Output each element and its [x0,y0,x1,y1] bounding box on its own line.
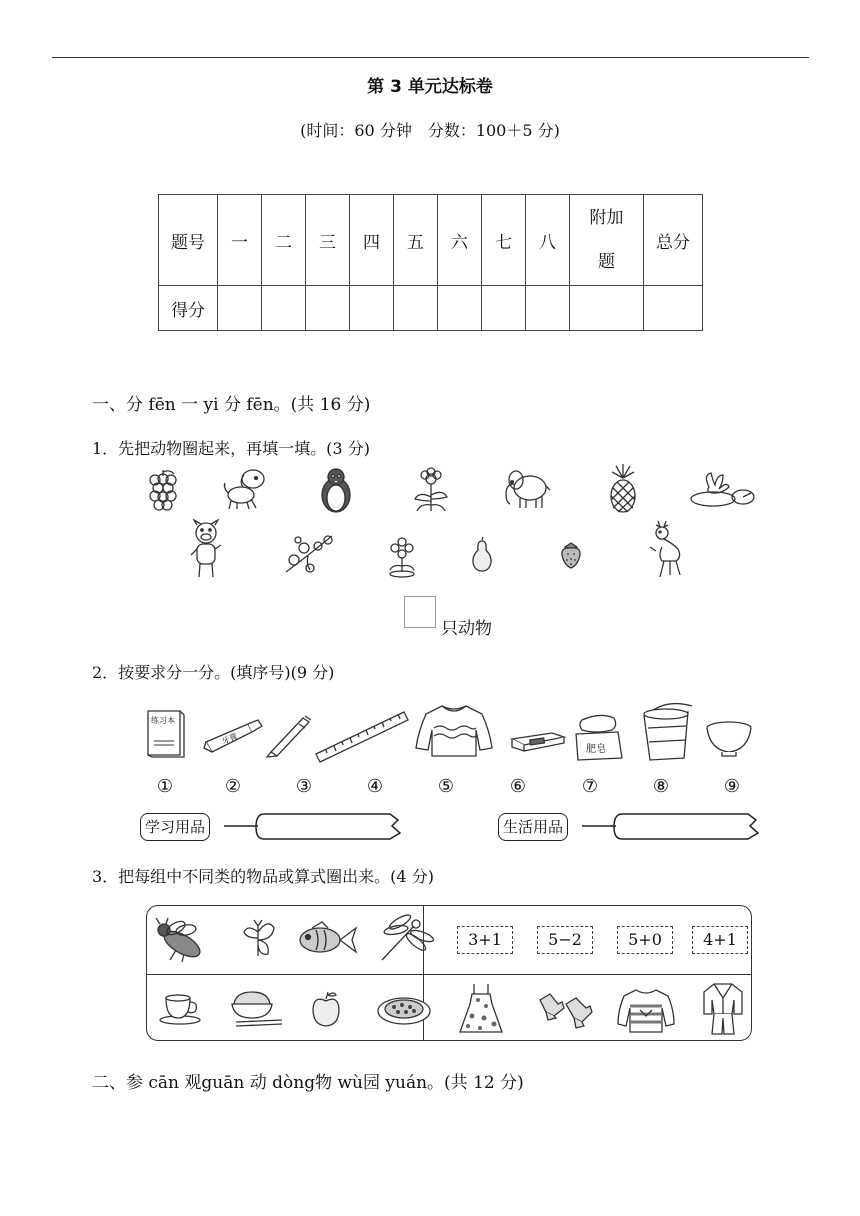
blossom-branch-icon[interactable] [282,530,334,576]
col-total: 总分 [644,195,703,286]
col-5: 五 [394,195,438,286]
cup-icon[interactable] [158,990,202,1026]
sweater2-icon[interactable] [616,986,676,1034]
pen-icon[interactable] [262,712,314,758]
top-rule [52,57,809,58]
q2-text: 2．按要求分一分。(填序号)(9 分) [92,663,335,682]
toothpaste-icon[interactable] [200,712,264,756]
expression-2[interactable]: 5−2 [537,926,593,954]
score-cell[interactable] [218,286,262,331]
animal-count-answer-box[interactable] [404,596,436,628]
flower-pot-icon[interactable] [386,536,418,578]
col-3: 三 [306,195,350,286]
animal-count-label: 只动物 [441,619,492,639]
dragonfly-icon[interactable] [374,914,434,964]
notebook-icon[interactable] [144,707,188,759]
col-1: 一 [218,195,262,286]
row2-label: 得分 [159,286,218,331]
col-extra-line1: 附加 [589,208,624,228]
lotus-icon[interactable] [686,470,756,510]
apple-icon[interactable] [310,988,342,1030]
item-number-2: ② [224,776,242,797]
q3-text: 3．把每组中不同类的物品或算式圈出来。(4 分) [92,867,434,886]
fish-icon[interactable] [296,920,360,960]
expression-3[interactable]: 5+0 [617,926,673,954]
study-supplies-answer-banner[interactable] [224,811,404,841]
score-cell[interactable] [570,286,644,331]
section2-title: 二、参 cān 观guān 动 dòng物 wù园 yuán。(共 12 分) [92,1073,524,1093]
daily-supplies-tag: 生活用品 [498,813,568,841]
item-number-8: ⑧ [652,776,670,797]
item-number-3: ③ [295,776,313,797]
score-cell[interactable] [306,286,350,331]
score-cell[interactable] [438,286,482,331]
score-table [158,194,703,331]
bee-icon[interactable] [152,914,208,964]
strawberry-icon[interactable] [558,540,584,570]
col-7: 七 [482,195,526,286]
col-4: 四 [350,195,394,286]
section1-title: 一、分 fēn 一 yi 分 fēn。(共 16 分) [92,395,371,415]
expression-4[interactable]: 4+1 [692,926,748,954]
daily-supplies-answer-banner[interactable] [582,811,762,841]
page-subtitle: (时间：60 分钟 分数：100＋5 分) [300,121,560,140]
deer-icon[interactable] [648,518,688,580]
study-supplies-tag: 学习用品 [140,813,210,841]
bucket-icon[interactable] [640,698,698,762]
suit-icon[interactable] [700,980,746,1036]
grid-row-divider [147,974,751,975]
toothpaste-label: 牙膏 [220,731,239,746]
penguin-icon[interactable] [316,466,356,516]
page-title: 第 3 单元达标卷 [367,77,493,97]
eraser-icon[interactable] [508,726,568,754]
pineapple-icon[interactable] [604,464,642,514]
soap-icon[interactable] [572,712,626,762]
ruler-icon[interactable] [314,708,410,764]
sweater-icon[interactable] [414,702,494,760]
dress-icon[interactable] [458,982,504,1036]
item-number-9: ⑨ [723,776,741,797]
score-cell[interactable] [644,286,703,331]
item-number-4: ④ [366,776,384,797]
row1-label: 题号 [159,195,218,286]
item-number-1: ① [156,776,174,797]
gloves-icon[interactable] [536,990,594,1032]
pig-icon[interactable] [188,518,224,580]
dog-icon[interactable] [220,466,270,512]
elephant-icon[interactable] [500,466,552,512]
score-cell[interactable] [482,286,526,331]
item-number-6: ⑥ [509,776,527,797]
pear-icon[interactable] [470,536,494,572]
notebook-label: 练习本 [151,716,175,725]
score-cell[interactable] [394,286,438,331]
item-number-7: ⑦ [581,776,599,797]
bowl-icon[interactable] [704,718,754,758]
score-cell[interactable] [526,286,570,331]
butterfly-icon[interactable] [238,916,278,964]
col-2: 二 [262,195,306,286]
grapes-icon[interactable] [142,468,184,514]
plate-icon[interactable] [376,990,432,1028]
score-cell[interactable] [350,286,394,331]
expression-1[interactable]: 3+1 [457,926,513,954]
soap-label: 肥皂 [586,744,606,755]
flower-icon[interactable] [410,466,452,516]
col-6: 六 [438,195,482,286]
q1-text: 1．先把动物圈起来，再填一填。(3 分) [92,439,370,458]
rice-bowl-icon[interactable] [228,988,284,1030]
col-8: 八 [526,195,570,286]
item-number-5: ⑤ [437,776,455,797]
score-cell[interactable] [262,286,306,331]
col-extra-line2: 题 [598,252,615,272]
col-extra [570,195,644,286]
